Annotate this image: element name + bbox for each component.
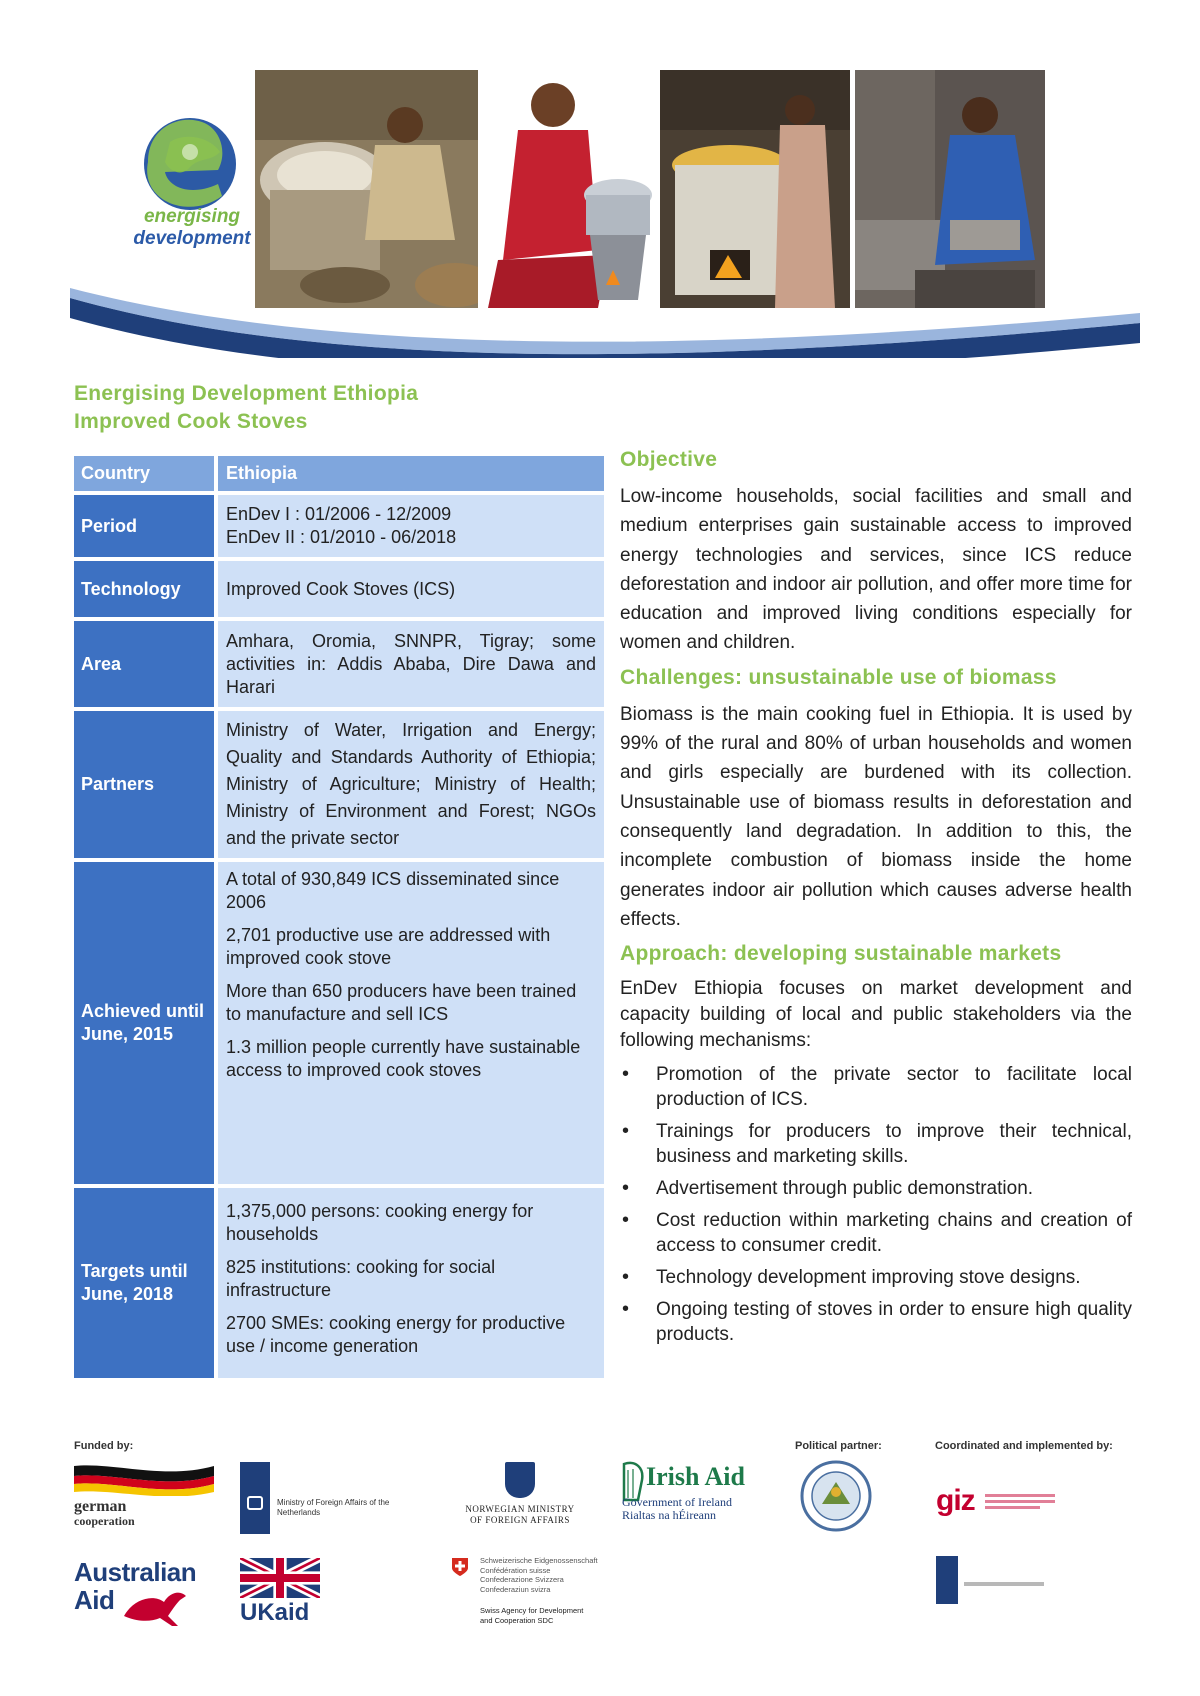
facts-row-technology	[74, 561, 604, 617]
irish-aid-logo	[620, 1458, 765, 1530]
facts-key-targets: Targets until June, 2018	[74, 1188, 214, 1378]
document-title	[74, 380, 418, 436]
ukaid-logo	[240, 1558, 325, 1628]
photo-stove-producer	[855, 70, 1045, 308]
objective-heading: Objective	[620, 448, 718, 471]
facts-key-achieved: Achieved until June, 2015	[74, 862, 214, 1184]
facts-row-targets	[74, 1188, 604, 1378]
approach-heading: Approach: developing sustainable markets	[620, 942, 1062, 966]
political-partner-label: Political partner:	[795, 1440, 882, 1452]
swiss-sdc-logo	[450, 1556, 620, 1632]
norway-line-2: OF FOREIGN AFFAIRS	[470, 1515, 570, 1525]
swiss-line-6: and Cooperation SDC	[480, 1615, 554, 1625]
norwegian-ministry-logo	[450, 1462, 590, 1534]
seal-icon	[800, 1460, 872, 1532]
challenges-text: Biomass is the main cooking fuel in Ethiopia. It is used by 99% of the rural and 80% of urban households and women and girls especially are burdened with its collection. Unsustainable use of biomass results in deforestation and consequently land degradation. In addition to this, the incomplete combustion of biomass inside the home generates indoor air pollution which causes adverse health effects.	[620, 703, 1132, 930]
achieved-item: 2,701 productive use are addressed with improved cook stove	[226, 925, 551, 968]
achieved-item: 1.3 million people currently have sustainable access to improved cook stoves	[226, 1037, 581, 1080]
facts-value-technology: Improved Cook Stoves (ICS)	[214, 561, 604, 617]
coordinated-label: Coordinated and implemented by:	[935, 1440, 1113, 1452]
ethiopian-ministry-seal	[800, 1460, 872, 1532]
facts-key-period: Period	[74, 495, 214, 557]
facts-value-achieved	[214, 862, 604, 1184]
agency-fineprint-icon	[964, 1582, 1044, 1586]
list-item: • Trainings for producers to improve their technical, business and marketing skills.	[620, 1119, 1132, 1169]
challenges-heading: Challenges: unsustainable use of biomass	[620, 665, 1057, 689]
swiss-cross-icon	[450, 1556, 470, 1576]
target-item: 2700 SMEs: cooking energy for productive use / income generation	[226, 1313, 566, 1356]
list-item: • Cost reduction within marketing chains and creation of access to consumer credit.	[620, 1208, 1132, 1258]
swiss-line-1: Schweizerische Eidgenossenschaft	[480, 1556, 598, 1565]
facts-row-country	[74, 456, 604, 491]
list-item: • Advertisement through public demonstration.	[620, 1176, 1132, 1201]
netherlands-text: Ministry of Foreign Affairs of the Netherlands	[277, 1498, 390, 1517]
list-item: • Technology development improving stove designs.	[620, 1265, 1132, 1290]
swiss-line-5: Swiss Agency for Development	[480, 1606, 584, 1615]
facts-key-partners: Partners	[74, 711, 214, 858]
content-column	[620, 448, 1132, 1354]
logo-line-development: development	[133, 228, 251, 249]
australian-line-1: Australian	[74, 1557, 197, 1587]
photo-institutional-stove	[660, 70, 850, 308]
photo-woman-with-stove	[478, 70, 653, 308]
german-line-1: german	[74, 1498, 127, 1515]
australian-line-2: Aid	[74, 1585, 115, 1615]
irish-line-2: Government of Ireland	[622, 1495, 732, 1509]
norway-shield-icon	[505, 1462, 535, 1498]
approach-list	[620, 1062, 1132, 1347]
netherlands-bar-icon	[240, 1462, 270, 1534]
facts-key-area: Area	[74, 621, 214, 707]
target-item: 825 institutions: cooking for social infrastructure	[226, 1257, 496, 1300]
giz-logo	[936, 1484, 1066, 1524]
funded-by-label: Funded by:	[74, 1440, 134, 1452]
giz-wordmark: giz	[936, 1484, 975, 1517]
logo-wordmark	[112, 206, 272, 250]
irish-line-3: Rialtas na hÉireann	[622, 1508, 716, 1522]
achieved-item: A total of 930,849 ICS disseminated since 2006	[226, 869, 560, 912]
swiss-line-3: Confederazione Svizzera	[480, 1575, 564, 1584]
union-flag-icon	[240, 1558, 320, 1598]
netherlands-agency-logo	[936, 1556, 1056, 1606]
netherlands-ministry-logo	[240, 1462, 410, 1534]
objective-text: Low-income households, social facilities and small and medium enterprises gain sustainable access to improved energy technologies and services, since ICS reduce deforestation and indoor air pollution, and offer more time for education and improved living conditions especially for women and children.	[620, 486, 1132, 654]
facts-value-country: Ethiopia	[214, 456, 604, 491]
facts-value-area: Amhara, Oromia, SNNPR, Tigray; some activities in: Addis Ababa, Dire Dawa and Harari	[214, 621, 604, 707]
facts-value-period	[214, 495, 604, 557]
agency-bar-icon	[936, 1556, 958, 1604]
title-line-2: Improved Cook Stoves	[74, 410, 308, 433]
german-flag-wave-icon	[74, 1462, 214, 1496]
list-item: • Promotion of the private sector to facilitate local production of ICS.	[620, 1062, 1132, 1112]
facts-value-partners: Ministry of Water, Irrigation and Energy; Quality and Standards Authority of Ethiopia; Ministry of Agriculture; Ministry of Health; Ministry of Environment and Forest; NGOs and the private sector	[214, 711, 604, 858]
photo-woman-baking	[255, 70, 490, 308]
norway-line-1: NORWEGIAN MINISTRY	[465, 1504, 575, 1514]
facts-row-partners	[74, 711, 604, 858]
facts-row-achieved	[74, 862, 604, 1184]
swiss-line-4: Confederaziun svizra	[480, 1584, 551, 1594]
period-endev-1: EnDev I : 01/2006 - 12/2009	[226, 504, 452, 524]
facts-row-period	[74, 495, 604, 557]
energising-development-logo	[110, 92, 260, 292]
irish-line-1: Irish Aid	[646, 1462, 745, 1491]
header-banner	[70, 68, 1140, 358]
period-endev-2: EnDev II : 01/2010 - 06/2018	[226, 527, 457, 547]
facts-row-area	[74, 621, 604, 707]
facts-value-targets	[214, 1188, 604, 1378]
german-cooperation-logo	[74, 1462, 214, 1532]
swiss-line-2: Confédération suisse	[480, 1565, 551, 1575]
ukaid-wordmark: UKaid	[240, 1599, 310, 1626]
achieved-item: More than 650 producers have been trained to manufacture and sell ICS	[226, 981, 577, 1024]
approach-text: EnDev Ethiopia focuses on market development and capacity building of local and public stakeholders via the following mechanisms:	[620, 978, 1132, 1052]
giz-fineprint-icon	[985, 1491, 1055, 1512]
australian-aid-logo	[74, 1558, 219, 1628]
german-line-2: cooperation	[74, 1514, 135, 1528]
list-item: • Ongoing testing of stoves in order to ensure high quality products.	[620, 1297, 1132, 1347]
kangaroo-icon	[120, 1586, 192, 1628]
target-item: 1,375,000 persons: cooking energy for households	[226, 1201, 534, 1244]
facts-key-country: Country	[74, 456, 214, 491]
title-line-1: Energising Development Ethiopia	[74, 382, 419, 405]
project-facts-table	[74, 452, 604, 1382]
logo-line-energising: energising	[143, 206, 241, 227]
facts-key-technology: Technology	[74, 561, 214, 617]
